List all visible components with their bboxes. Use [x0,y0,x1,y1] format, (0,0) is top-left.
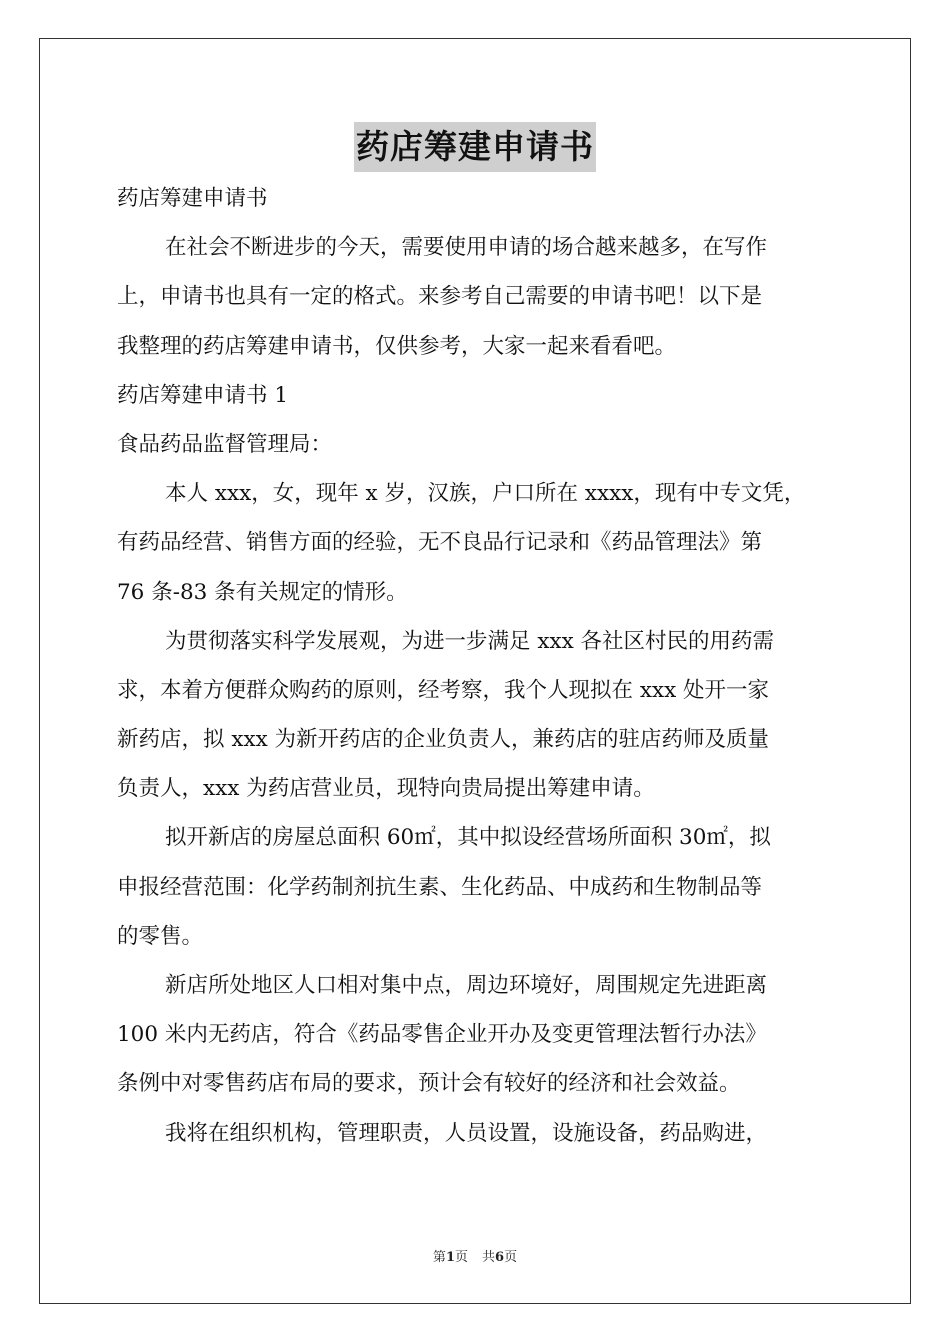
text-line: 药店筹建申请书 [117,186,268,211]
text-line: 新药店，拟 xxx 为新开药店的企业负责人，兼药店的驻店药师及质量 [117,727,770,753]
text-line: 的零售。 [117,923,204,949]
text-line: 我整理的药店筹建申请书，仅供参考，大家一起来看看吧。 [117,333,677,359]
title-area [0,122,950,172]
text-line: 100 米内无药店，符合《药品零售企业开办及变更管理法暂行办法》 [117,1022,767,1048]
text-line: 药店筹建申请书 1 [117,382,289,408]
text-line: 有药品经营、销售方面的经验，无不良品行记录和《药品管理法》第 [117,530,763,556]
document-title: 药店筹建申请书 [354,122,596,172]
total-suffix: 页 [504,1250,518,1265]
text-line: 条例中对零售药店布局的要求，预计会有较好的经济和社会效益。 [117,1071,741,1097]
text-line: 我将在组织机构，管理职责，人员设置，设施设备，药品购进， [165,1120,768,1146]
text-line: 为贯彻落实科学发展观，为进一步满足 xxx 各社区村民的用药需 [165,628,775,654]
text-line: 求，本着方便群众购药的原则，经考察，我个人现拟在 xxx 处开一家 [117,677,770,703]
total-page-count: 6 [495,1250,505,1265]
text-line: 上，申请书也具有一定的格式。来参考自己需要的申请书吧！以下是 [117,284,763,310]
current-page-number: 1 [445,1250,455,1265]
document-body [117,174,835,1158]
total-prefix: 共 [482,1250,496,1265]
page-suffix: 页 [454,1250,468,1265]
text-line: 76 条-83 条有关规定的情形。 [117,579,408,605]
page-footer [0,1246,950,1265]
text-line: 拟开新店的房屋总面积 60㎡，其中拟设经营场所面积 30㎡，拟 [165,825,771,851]
text-line: 本人 xxx，女，现年 x 岁，汉族，户口所在 xxxx，现有中专文凭， [165,481,806,507]
text-line: 在社会不断进步的今天，需要使用申请的场合越来越多，在写作 [165,235,768,261]
text-line: 新店所处地区人口相对集中点，周边环境好，周围规定先进距离 [165,973,768,998]
text-line: 负责人，xxx 为药店营业员，现特向贵局提出筹建申请。 [117,776,655,802]
text-line: 食品药品监督管理局： [117,431,333,457]
text-line: 申报经营范围：化学药制剂抗生素、生化药品、中成药和生物制品等 [117,874,763,900]
page-prefix: 第 [432,1250,446,1265]
